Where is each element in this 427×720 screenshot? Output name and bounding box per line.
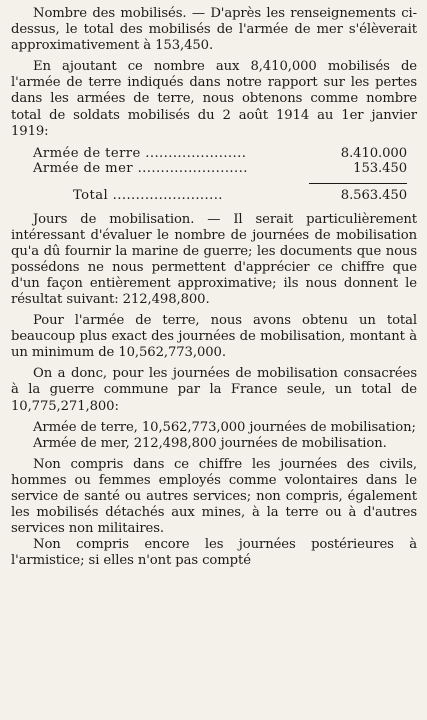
table-row xyxy=(33,161,407,177)
paragraph-non-compris-civils: Non compris dans ce chiffre les journées des civils, hommes ou femmes employés comme volontaires dans le service de santé ou autres services; non compris, également les mobilisés détachés aux mines, à la terre ou à d'autres services non militaires. xyxy=(11,456,417,537)
paragraph-nombre-mobilises: Nombre des mobilisés. — D'après les renseignements ci-dessus, le total des mobilisés de l'armée de mer s'élèverait approximativement à 153,450. xyxy=(11,6,417,54)
paragraph-non-compris-armistice: Non compris encore les journées postérieures à l'armistice; si elles n'ont pas compté xyxy=(11,537,417,569)
mobilises-table xyxy=(33,146,407,204)
paragraph-armee-terre-total: Pour l'armée de terre, nous avons obtenu un total beaucoup plus exact des journées de mobilisation, montant à un minimum de 10,562,773,000. xyxy=(11,313,417,361)
paragraph-jours-mobilisation: Jours de mobilisation. — Il serait particulièrement intéressant d'évaluer le nombre de journées de mobilisation qu'a dû fournir la marine de guerre; les documents que nous possédons ne nous permettent d'apprécier ce chiffre que d'un façon entièrement approximative; ils nous donnent le résultat suivant: 212,498,800. xyxy=(11,211,417,307)
row-value: 8.410.000 xyxy=(340,145,407,161)
table-total-row xyxy=(33,188,407,204)
total-value: 8.563.450 xyxy=(340,187,407,203)
total-label: Total ........................ xyxy=(73,187,223,203)
paragraph-armee-mer-journees: Armée de mer, 212,498,800 journées de mobilisation. xyxy=(33,435,387,451)
row-value: 153.450 xyxy=(353,161,407,177)
row-label: Armée de terre ...................... xyxy=(33,145,247,161)
paragraph-armee-terre-journees: Armée de terre, 10,562,773,000 journées de mobilisation; xyxy=(33,419,416,435)
paragraph-en-ajoutant: En ajoutant ce nombre aux 8,410,000 mobilisés de l'armée de terre indiqués dans notre rapport sur les pertes dans les armées de terre, nous obtenons comme nombre total de soldats mobilisés du 2 août 1914 au 1er janvier 1919: xyxy=(11,59,417,139)
row-label: Armée de mer ........................ xyxy=(33,161,248,177)
total-rule xyxy=(309,183,407,184)
paragraph-on-a-donc: On a donc, pour les journées de mobilisation consacrées à la guerre commune par la France seule, un total de 10,775,271,800: xyxy=(11,366,417,414)
table-row xyxy=(33,146,407,162)
